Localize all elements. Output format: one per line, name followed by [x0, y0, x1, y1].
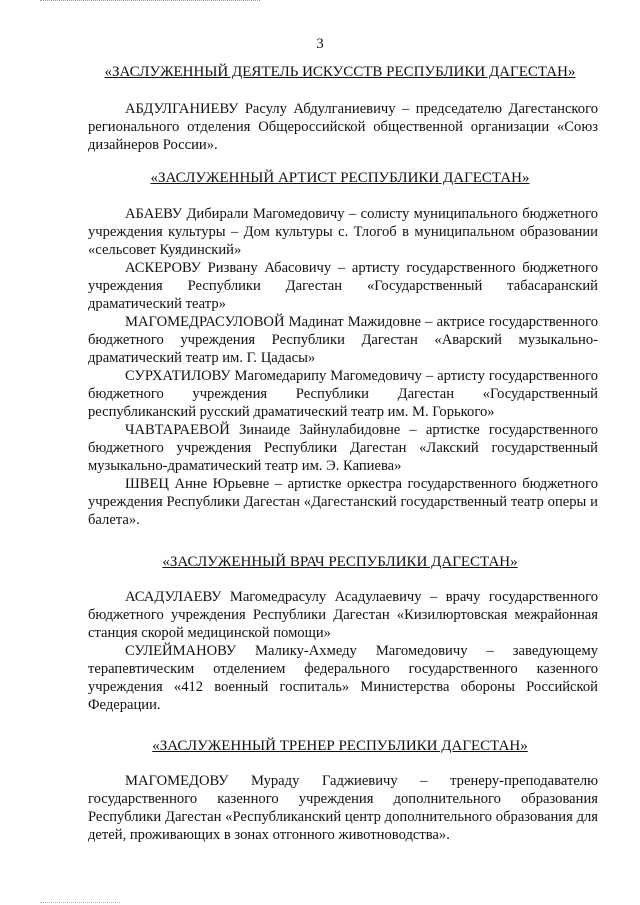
section-heading-arts: «ЗАСЛУЖЕННЫЙ ДЕЯТЕЛЬ ИСКУССТВ РЕСПУБЛИКИ ДАГЕСТАН»	[104, 64, 576, 80]
section-body-artist	[88, 205, 598, 529]
award-entry: АСКЕРОВУ Ризвану Абасовичу – артисту государственного бюджетного учреждения Республики Дагестан «Государственный табасаранский драматический театр»	[88, 260, 598, 312]
scan-edge-line	[40, 0, 260, 1]
section-body-coach	[88, 772, 598, 844]
award-entry: МАГОМЕДРАСУЛОВОЙ Мадинат Мажидовне – актрисе государственного бюджетного учреждения Республики Дагестан «Аварский музыкально-драматический театр им. Г. Цадасы»	[88, 314, 598, 366]
page-number: 3	[316, 36, 324, 52]
section-body-doctor	[88, 588, 598, 714]
award-entry: ШВЕЦ Анне Юрьевне – артистке оркестра государственного бюджетного учреждения Республики Дагестан «Дагестанский государственный театр оперы и балета».	[88, 476, 598, 528]
award-entry: ЧАВТАРАЕВОЙ Зинаиде Зайнулабидовне – артистке государственного бюджетного учреждения Республики Дагестан «Лакский государственный музыкально-драматический театр им. Э. Капиева»	[88, 422, 598, 474]
award-entry: СУРХАТИЛОВУ Магомедарипу Магомедовичу – артисту государственного бюджетного учреждения Республики Дагестан «Государственный республиканский русский драматический театр им. М. Горького»	[88, 368, 598, 420]
scan-edge-line	[40, 902, 120, 903]
award-entry: СУЛЕЙМАНОВУ Малику-Ахмеду Магомедовичу – заведующему терапевтическим отделением федерального государственного казенного учреждения «412 военный госпиталь» Министерства обороны Российской Федерации.	[88, 643, 598, 713]
section-heading-artist: «ЗАСЛУЖЕННЫЙ АРТИСТ РЕСПУБЛИКИ ДАГЕСТАН»	[150, 170, 530, 186]
award-entry: МАГОМЕДОВУ Мураду Гаджиевичу – тренеру-преподавателю государственного казенного учреждения дополнительного образования Республики Дагестан «Республиканский центр дополнительного образования для детей, проживающих в зонах отгонного животноводства».	[88, 773, 598, 843]
award-entry: АБДУЛГАНИЕВУ Расулу Абдулганиевичу – председателю Дагестанского регионального отделения Общероссийской общественной организации «Союз дизайнеров России».	[88, 101, 598, 153]
award-entry: АСАДУЛАЕВУ Магомедрасулу Асадулаевичу – врачу государственного бюджетного учреждения Республики Дагестан «Кизилюртовская межрайонная станция скорой медицинской помощи»	[88, 589, 598, 641]
award-entry: АБАЕВУ Дибирали Магомедовичу – солисту муниципального бюджетного учреждения культуры – Дом культуры с. Тлогоб в муниципальном образовании «сельсовет Куядинский»	[88, 206, 598, 258]
section-heading-coach: «ЗАСЛУЖЕННЫЙ ТРЕНЕР РЕСПУБЛИКИ ДАГЕСТАН»	[152, 738, 528, 754]
section-heading-doctor: «ЗАСЛУЖЕННЫЙ ВРАЧ РЕСПУБЛИКИ ДАГЕСТАН»	[162, 554, 518, 570]
section-body-arts	[88, 100, 598, 154]
